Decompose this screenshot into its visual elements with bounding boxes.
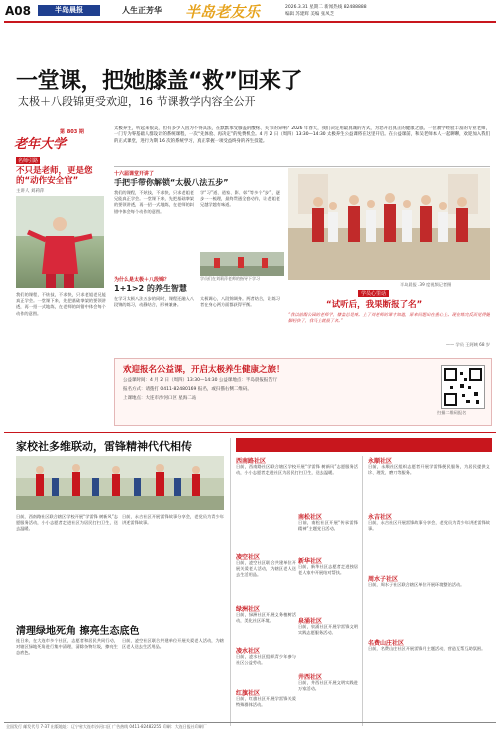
entry-text: 日前，泉涌社区开展学雷锋文明实践志愿服务活动。 (298, 624, 358, 636)
entry-name: 周水子社区 (368, 576, 399, 583)
entry-name: 凌水社区 (236, 648, 261, 655)
entry-name: 凌空社区 (236, 554, 261, 561)
section1-tag: 十六届课堂开讲了 (114, 171, 155, 177)
entry-text: 日前，名费山庄社区开展雷锋月主题活动，营造互帮互助氛围。 (368, 646, 486, 651)
issue-number: 第 803 期 (60, 129, 84, 135)
community-text-b: 日前，永吉社区开展雷锋故事分享会，老党员为青少年讲述雷锋故事。 (122, 514, 224, 526)
date-line: 2026.3.31 星期二 新闻热线 82488888 (285, 5, 367, 10)
entry-text: 日前，永吉社区开展雷锋故事分享会，老党员为青少年讲述雷锋故事。 (368, 520, 490, 532)
column-tag: 名师引路 (18, 158, 39, 164)
entry-name: 永顺社区 (368, 458, 393, 465)
headline: 一堂课，把她膝盖“救”回来了 (16, 69, 302, 94)
community-text-a: 日前，西南路社区联合辖区学校开展“学雷锋 树新风”志愿服务活动，小小志愿者走进社区为居民打扫卫生，送去温暖。 (16, 514, 118, 532)
cleaning-text-b: 日前，凌空社区联合共建单位开展关爱老人活动，为辖区老人送去生活用品。 (122, 638, 224, 650)
cleaning-text-a: 连日来，在大连市多个社区，志愿者和居民共同行动，对辖区绿地死角进行集中清理，清除杂物垃圾，擦亮生态底色。 (16, 638, 118, 656)
signup-title: 欢迎报名公益课，开启太极养生健康之旅！ (123, 365, 285, 375)
entry-text: 日前，凌空社区联合共建单位开展关爱老人活动，为辖区老人送去生活用品。 (236, 560, 296, 578)
photo-caption: 半岛晨报 .39 度视频记者摄 (400, 282, 452, 287)
entry-name: 新华社区 (298, 558, 323, 565)
entry-name: 绿洲社区 (236, 606, 261, 613)
section2-text-b: 太极调心，八段锦调身。两者结合，让练习者在身心两方面都获得平衡。 (200, 296, 280, 308)
section-name: 人生正芳华 (122, 6, 162, 15)
qr-code[interactable] (441, 365, 485, 409)
practice-photo (200, 252, 284, 276)
signup-line-time: 公益课时间：4 月 2 日（周四）13:30—14:30 公益课地点：半岛晨报报告厅 (123, 378, 278, 383)
entry-text: 日前，南松社区开展“传承雷锋精神”主题党日活动。 (298, 520, 358, 532)
practice-caption: 学员们在刘莉萍老师的指导下学习 (200, 276, 260, 281)
subheadline: 太极＋八段锦更受欢迎，16 节课教学内容全公开 (18, 95, 256, 108)
entry-text: 日前，新华社区志愿者走进独居老人家中开展结对帮扶。 (298, 564, 358, 576)
signup-box (114, 358, 492, 426)
community-banner (236, 438, 492, 452)
signup-line-method: 报名方式：请拨打 0411-82480169 报名，或扫描右侧二维码。 (123, 387, 252, 392)
instructor-photo (16, 196, 104, 288)
entry-name: 西南路社区 (236, 458, 267, 465)
section-divider (4, 432, 496, 433)
left-column-text: 我们的课程，不炫技，不求快，只求老姐老兄能真正学会。一堂课下来，先把基础拳架的要领讲透，再一招一式地练，在老师的纠错中体会每个动作的意图。 (16, 292, 106, 316)
entry-name: 名费山庄社区 (368, 640, 405, 647)
section1-text-b: 学“习”道、道家、影、彰“等多个“步”，逐步一一梳理，最终贯通全套动作，让老姐老兄越学越有味道。 (200, 190, 280, 208)
student-voice-box (288, 290, 490, 352)
signup-line-place: 上课地点：大连市沙河口区 星海二站 (123, 396, 197, 401)
qr-caption: 扫描二维码报名 (437, 410, 467, 415)
footer-text: 全国发行 邮发代号 7-37 出版地址：辽宁省大连市沙河口区 广告热线 0411-82482255 印刷：大连日报社印刷厂 (6, 724, 207, 729)
intro-divider (114, 166, 490, 167)
cleaning-title: 清理绿地死角 擦亮生态底色 (16, 626, 140, 637)
entry-text: 日前，周水子社区联合辖区单位开展环境整治活动。 (368, 582, 465, 587)
entry-text: 日前，永顺社区组织志愿者开展学雷锋便民服务，为居民提供义诊、理发、磨刀等服务。 (368, 464, 490, 476)
student-quote-by: —— 学员 王阿姨 68 岁 (445, 342, 490, 347)
entry-name: 永吉社区 (368, 514, 393, 521)
entry-text: 日前，红旗社区开展学雷锋关爱特殊群体活动。 (236, 696, 296, 708)
footer-rule (4, 722, 496, 723)
entry-name: 南松社区 (298, 514, 323, 521)
column-reporter: 主讲人 刘莉萍 (16, 189, 45, 194)
section3-tag: 学员心里话 (358, 290, 389, 297)
section3-title: “试听后，我果断报了名” (326, 300, 423, 310)
editor-line: 编辑 苏建辉 美编 张凤芝 (285, 12, 335, 17)
community-title: 家校社多维联动，雷锋精神代代相传 (16, 440, 192, 453)
column-divider-2 (362, 456, 363, 726)
column-logo: 老年大学 (14, 137, 67, 152)
column-title: 不只是老师，更是您的“动作安全官” (16, 166, 93, 186)
entry-text: 日前，绿洲社区开展义务植树活动，美化社区环境。 (236, 612, 296, 624)
section1-title: 手把手带你解锁“太极八法五步” (114, 178, 229, 187)
entry-name: 泉涌社区 (298, 618, 323, 625)
entry-text: 日前，西南路社区联合辖区学校开展“学雷锋 树新风”志愿服务活动，小小志愿者走进社区为居民打扫卫生，送去温暖。 (236, 464, 358, 476)
page-number: A08 (5, 4, 31, 18)
brand-title: 半岛老友乐 (185, 3, 261, 21)
section2-text-a: 在学习太极八法五步的同时，课程还融入八段锦的练习，动静结合，形神兼备。 (114, 296, 194, 308)
section2-tag: 为什么是太极＋八段锦？ (114, 277, 170, 283)
entry-text: 日前，井西社区开展文明实践进万家活动。 (298, 680, 358, 692)
entry-text: 日前，凌水社区组织青少年参与社区公益劳动。 (236, 654, 296, 666)
section1-text-a: 我们的课程，不炫技，不求快，只求老姐老兄能真正学会。一堂课下来，先把基础拳架的要领讲透，再一招一式地练，在老师的纠错中体会每个动作的意图。 (114, 190, 194, 214)
intro-paragraph: 太极养生，听起来很美，但有多少人因为不得其法，在默默承受膝盖的酸疼、关节的异响？2026 年春天，我们决定用最真诚的方式，为您开启真正的健康之旅。一位教学经验丰富的专业老师，一门专为零基础人群设计的系统课程，一次“先体验、再决定”的免费机会。4 月 2 日（周四）13:30—14:30 太极养生公益课将在这里开启。在公益课前，和吴老师本人一起聊聊，欢迎加入我们的正式课堂，进行为期 16 次的系统学习，真正掌握一项受益终身的养生技能。 (114, 126, 490, 144)
section2-title: 1+1>2 的养生智慧 (114, 284, 187, 293)
header-rule (4, 21, 496, 23)
entry-name: 红旗社区 (236, 690, 261, 697)
paper-name-logo: 半岛晨报 (38, 5, 100, 16)
student-quote: “我以前跟公园的老师学，膝盖总是疼。上了刘老师的课才知道，原来问题出在重心上。现在练完反而觉得腿脚轻快了，我马上就报了名。” (288, 312, 490, 324)
community-photo (16, 456, 224, 510)
entry-name: 井西社区 (298, 674, 323, 681)
class-photo (288, 168, 490, 280)
column-divider-1 (230, 438, 231, 726)
